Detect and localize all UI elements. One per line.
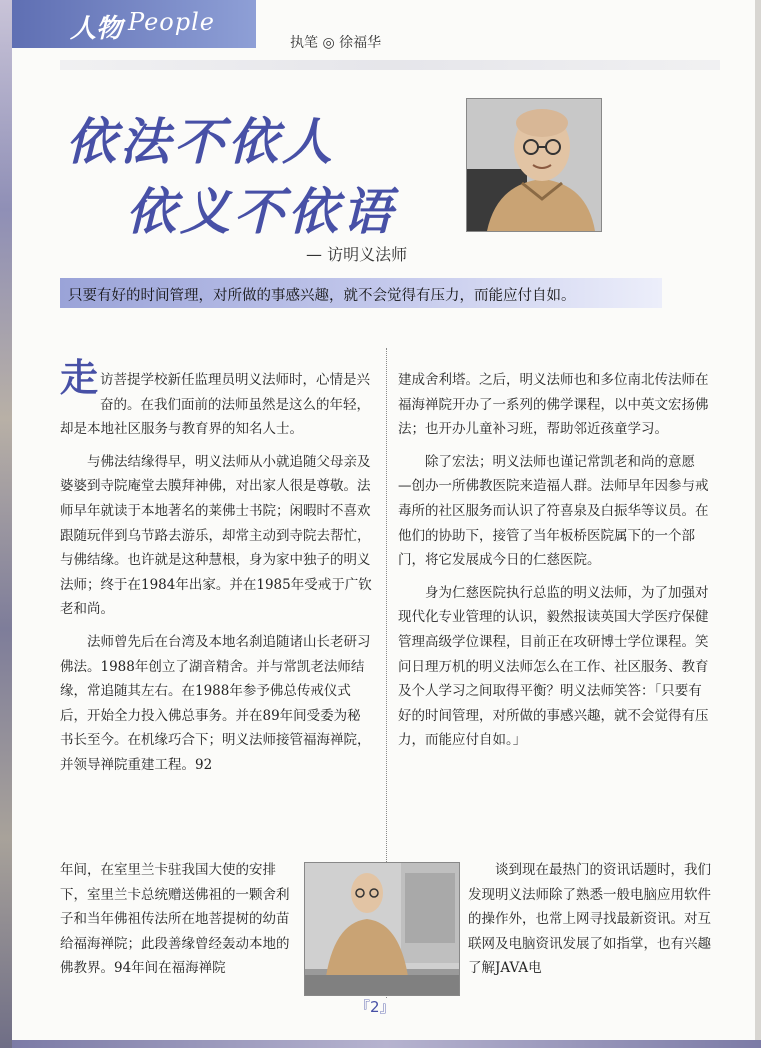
decorative-band: [60, 60, 720, 70]
headline-subtitle: — 访明义法师: [306, 245, 408, 264]
portrait-photo: [466, 98, 602, 232]
paragraph: 建成舍利塔。之后，明义法师也和多位南北传法师在福海禅院开办了一系列的佛学课程，以中英文宏扬佛法；也开办儿童补习班，帮助邻近孩童学习。: [398, 372, 709, 438]
paragraph: 谈到现在最热门的资讯话题时，我们发现明义法师除了熟悉一般电脑应用软件的操作外，也常上网寻找最新资讯。对互联网及电脑资讯发展了如指掌，也有兴趣了解JAVA电: [468, 862, 711, 977]
bottom-edge-strip: [12, 1040, 761, 1048]
page-edge-strip: [0, 0, 12, 1048]
headline-line-2: 依义不依语: [126, 182, 396, 241]
paragraph: [60, 356, 372, 442]
section-title-cn: 人物: [70, 14, 123, 44]
headline-line-1: 依法不依人: [66, 112, 336, 171]
paragraph: 身为仁慈医院执行总监的明义法师，为了加强对现代化专业管理的认识，毅然报读英国大学医疗保健管理高级学位课程，目前正在攻研博士学位课程。笑问日理万机的明义法师怎么在工作、社区服务、教育及个人学习之间取得平衡？明义法师笑答：「只要有好的时间管理，对所做的事感兴趣，就不会觉得有压力，而能应付自如。」: [398, 584, 709, 749]
paragraph: 与佛法结缘得早，明义法师从小就追随父母亲及婆婆到寺院庵堂去膜拜神佛，对出家人很是尊敬。法师早年就读于本地著名的莱佛士书院；闲暇时不喜欢跟随玩伴到乌节路去游乐，却常主动到寺院去帮忙，与佛结缘。也许就是这种慧根，身为家中独子的明义法师；终于在1984年出家。并在1985年受戒于广钦老和尚。: [60, 453, 372, 618]
paragraph: 法师曾先后在台湾及本地名刹追随诸山长老研习佛法。1988年创立了湖音精舍。并与常凯老法师结缘，常追随其左右。在1988年参予佛总传戒仪式后，开始全力投入佛总事务。并在89年间受委为秘书长至今。在机缘巧合下；明义法师接管福海禅院，并领导禅院重建工程。92: [60, 633, 371, 773]
pull-quote-text: 只要有好的时间管理，对所做的事感兴趣，就不会觉得有压力，而能应付自如。: [68, 288, 576, 304]
article-continuation-right: [468, 858, 718, 981]
byline: 执笔 ◎ 徐福华: [290, 35, 382, 51]
paragraph: 除了宏法；明义法师也谨记常凯老和尚的意愿 —创办一所佛教医院来造福人群。法师早年因参与戒毒所的社区服务而认识了符喜泉及白振华等议员。在他们的协助下，接管了当年板桥医院属下的一个部门，将它发展成今日的仁慈医院。: [398, 453, 709, 569]
article-column-right: [398, 368, 710, 761]
paragraph-text: 访菩提学校新任监理员明义法师时，心情是兴奋的。在我们面前的法师虽然是这么的年轻，却是本地社区服务与教育界的知名人士。: [60, 372, 371, 438]
drop-cap: 走: [60, 356, 99, 400]
page-right-edge: [755, 0, 761, 1048]
article-continuation-left: 年间，在室里兰卡驻我国大使的安排下，室里兰卡总统赠送佛祖的一颗舍利子和当年佛祖传法所在地菩提树的幼苗给福海禅院；此段善缘曾经轰动本地的佛教界。94年间在福海禅院: [60, 862, 290, 977]
monk-at-desk-image: [305, 863, 459, 995]
office-photo: [304, 862, 460, 996]
section-title-en: People: [128, 8, 215, 36]
page-number: 『2』: [355, 998, 395, 1016]
monk-portrait-image: [467, 99, 601, 231]
article-column-left: [60, 356, 372, 786]
